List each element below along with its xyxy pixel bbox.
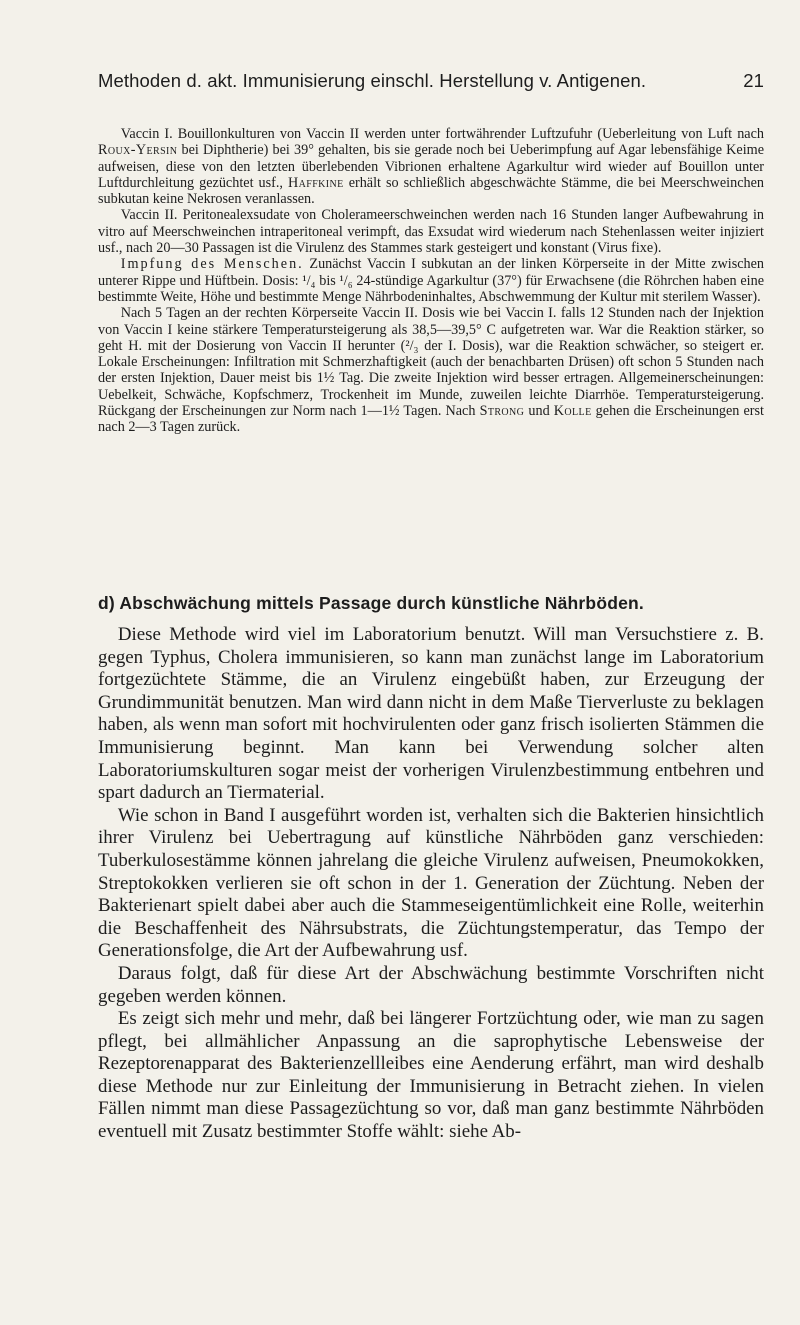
impfung-label: Impfung des Menschen. bbox=[120, 256, 304, 273]
page-number: 21 bbox=[743, 70, 764, 91]
author-roux-yersin: Roux-Yersin bbox=[98, 142, 178, 159]
paragraph: Daraus folgt, daß für diese Art der Abschwächung bestimmte Vorschriften nicht gegeben werden können. bbox=[98, 962, 764, 1007]
paragraph-vaccin-2: Vaccin II. Peritonealexsudate von Cholerameerschweinchen werden nach 16 Stunden langer Aufbewahrung in vitro auf Meerschweinchen intraperitoneal verimpft, das Exsudat wird wiederum nach Stehenlassen weiter injiziert usf., nach 20—30 Passagen ist die Virulenz des Stammes stark gesteigert und konstant (Virus fixe). bbox=[98, 207, 764, 257]
paragraph: Wie schon in Band I ausgeführt worden ist, verhalten sich die Bakterien hinsichtlich ihrer Virulenz bei Uebertragung auf künstliche Nährböden ganz verschieden: Tuberkulosestämme können jahrelang die gleiche Virulenz aufweisen, Pneumokokken, Streptokokken verlieren sie oft schon in der 1. Generation der Züchtung. Neben der Bakterienart spielt dabei aber auch die Stammeseigentümlichkeit eine Rolle, weiterhin die Beschaffenheit des Nährsubstrats, die Züchtungstemperatur, das Tempo der Generationsfolge, die Art der Aufbewahrung usf. bbox=[98, 804, 764, 962]
paragraph-second-dose: Nach 5 Tagen an der rechten Körperseite Vaccin II. Dosis wie bei Vaccin I. falls 12 Stunden nach der Injektion von Vaccin I keine stärkere Temperatursteigerung als 38,5—39,5° C aufgetreten war. War die Reaktion stärker, so geht H. mit der Dosierung von Vaccin II herunter (²/₃ der I. Dosis), war die Reaktion schwächer, so steigert er. Lokale Erscheinungen: Infiltration mit Schmerzhaftigkeit (auch der benachbarten Drüsen) oft schon 5 Stunden nach der ersten Injektion, Dauer meist bis 1½ Tag. Die zweite Injektion wird besser ertragen. Allgemeinerscheinungen: Uebelkeit, Schwäche, Kopfschmerz, Trockenheit im Munde, zuweilen leichte Diarrhöe. Temperatursteigerung. Rückgang der Erscheinungen zur Norm nach 1—1½ Tagen. Nach Strong und Kolle gehen die Erscheinungen erst nach 2—3 Tagen zurück. bbox=[98, 305, 764, 436]
main-text-section bbox=[98, 624, 764, 1144]
author-kolle: Kolle bbox=[553, 403, 592, 420]
paragraph: Es zeigt sich mehr und mehr, daß bei längerer Fortzüchtung oder, wie man zu sagen pflegt, bei allmählicher Anpassung an die saprophytische Lebensweise der Rezeptorenapparat des Bakterienzellleibes eine Aenderung erfährt, man wird deshalb diese Methode nur zur Einleitung der Immunisierung in Betracht ziehen. In vielen Fällen nimmt man diese Passagezüchtung so vor, daß man ganz bestimmte Nährböden eventuell mit Zusatz bestimmter Stoffe wählt: siehe Ab- bbox=[98, 1008, 764, 1143]
section-heading: d) Abschwächung mittels Passage durch künstliche Nährböden. bbox=[98, 593, 644, 613]
running-header bbox=[98, 70, 764, 92]
paragraph: Diese Methode wird viel im Laboratorium benutzt. Will man Versuchstiere z. B. gegen Typhus, Cholera immunisieren, so kann man zunächst lange im Laboratorium fortgezüchtete Stämme, die an Virulenz eingebüßt haben, zur Erzeugung der Grundimmunität benutzen. Man wird dann nicht in dem Maße Tierverluste zu beklagen haben, als wenn man sofort mit hochvirulenten oder ganz frisch isolierten Stämmen die Immunisierung beginnt. Man kann bei Verwendung solcher alten Laboratoriumskulturen sogar meist der vorherigen Virulenzbestimmung entbehren und spart dadurch an Tiermaterial. bbox=[98, 624, 764, 804]
paragraph-impfung: Impfung des Menschen. Zunächst Vaccin I subkutan an der linken Körperseite in der Mitte zwischen unterer Rippe und Hüftbein. Dosis: ¹/₄ bis ¹/₆ 24-stündige Agarkultur (37°) für Erwachsene (die Röhrchen haben eine bestimmte Weite, Höhe und bestimmte Menge Nährbodeninhaltes, Abschwemmung der Kultur mit sterilem Wasser). bbox=[98, 256, 764, 305]
author-haffkine: Haffkine bbox=[287, 174, 344, 191]
small-print-section bbox=[98, 126, 764, 436]
author-strong: Strong bbox=[479, 403, 525, 420]
paragraph-vaccin-1: Vaccin I. Bouillonkulturen von Vaccin II werden unter fortwährender Luftzufuhr (Ueberleitung von Luft nach Roux-Yersin bei Diphtherie) bei 39° gehalten, bis sie gerade noch bei Ueberimpfung auf Agar lebensfähige Keime aufweisen, diese von den letzten überlebenden Vibrionen erhaltene Agarkultur wird wieder auf Bouillon unter Luftdurchleitung gezüchtet usf., Haffkine erhält so schließlich abgeschwächte Stämme, die bei Meerschweinchen subkutan keine Nekrosen veranlassen. bbox=[98, 126, 764, 208]
running-title: Methoden d. akt. Immunisierung einschl. Herstellung v. Antigenen. bbox=[98, 70, 647, 91]
